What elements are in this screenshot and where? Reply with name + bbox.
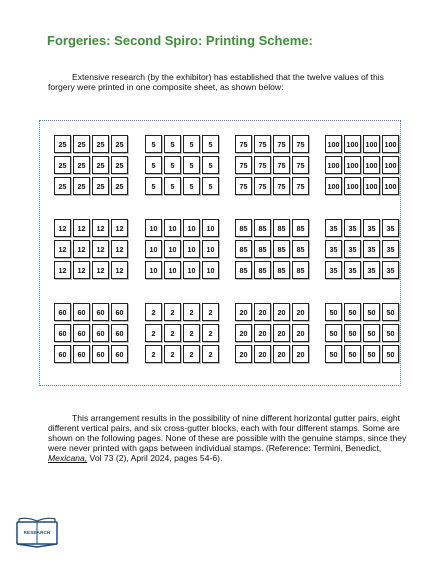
stamp: 60 [111,345,128,363]
stamp-block [54,219,128,279]
stamp: 100 [382,177,399,195]
stamp: 25 [54,156,71,174]
stamp: 25 [111,135,128,153]
stamp: 2 [202,303,219,321]
stamp: 50 [325,345,342,363]
stamp: 5 [183,156,200,174]
stamp: 100 [382,156,399,174]
stamp: 100 [363,135,380,153]
stamp: 85 [273,240,290,258]
stamp: 12 [111,240,128,258]
stamp: 10 [145,261,162,279]
stamp: 35 [325,219,342,237]
stamp: 2 [202,345,219,363]
stamp-block [325,135,399,195]
stamp: 2 [145,345,162,363]
stamp: 100 [363,177,380,195]
stamp: 85 [235,261,252,279]
stamp: 20 [273,303,290,321]
stamp: 85 [273,261,290,279]
stamp-block [145,135,219,195]
stamp-block [145,219,219,279]
stamp: 50 [325,324,342,342]
stamp: 2 [164,303,181,321]
stamp: 85 [292,261,309,279]
stamp: 35 [325,261,342,279]
stamp: 20 [273,345,290,363]
stamp: 100 [344,135,361,153]
stamp: 60 [92,345,109,363]
stamp: 5 [164,156,181,174]
stamp: 10 [183,261,200,279]
stamp: 20 [235,345,252,363]
stamp: 75 [254,135,271,153]
stamp: 10 [164,261,181,279]
stamp: 12 [92,219,109,237]
stamp: 50 [363,303,380,321]
stamp: 85 [273,219,290,237]
stamp: 20 [292,324,309,342]
stamp: 60 [92,303,109,321]
stamp: 35 [344,219,361,237]
stamp: 100 [382,135,399,153]
conclusion-paragraph [48,413,414,463]
stamp: 50 [382,303,399,321]
stamp: 25 [73,135,90,153]
stamp: 25 [111,156,128,174]
page-title: Forgeries: Second Spiro: Printing Scheme: [47,33,313,48]
stamp: 2 [145,303,162,321]
stamp-block [235,219,309,279]
stamp: 10 [183,240,200,258]
stamp: 85 [254,261,271,279]
research-badge [16,516,58,549]
stamp-block [235,135,309,195]
stamp-block [145,303,219,363]
stamp: 2 [164,345,181,363]
stamp: 10 [145,240,162,258]
stamp: 35 [344,240,361,258]
stamp: 2 [183,303,200,321]
stamp: 50 [382,345,399,363]
stamp: 75 [292,156,309,174]
stamp: 10 [183,219,200,237]
stamp: 5 [164,177,181,195]
stamp: 10 [164,240,181,258]
stamp: 35 [325,240,342,258]
stamp: 75 [235,135,252,153]
stamp: 20 [273,324,290,342]
stamp: 5 [145,177,162,195]
stamp: 20 [292,345,309,363]
stamp: 20 [235,324,252,342]
stamp-block [54,135,128,195]
stamp: 12 [111,261,128,279]
stamp: 75 [292,177,309,195]
stamp: 50 [363,324,380,342]
stamp-block [54,303,128,363]
stamp-block [325,219,399,279]
stamp: 2 [202,324,219,342]
stamp: 5 [183,135,200,153]
stamp: 35 [363,261,380,279]
stamp: 12 [54,240,71,258]
stamp: 50 [344,324,361,342]
stamp-block [325,303,399,363]
stamp: 25 [73,177,90,195]
stamp: 20 [292,303,309,321]
stamp: 25 [111,177,128,195]
stamp: 75 [292,135,309,153]
stamp: 85 [254,219,271,237]
stamp: 85 [292,219,309,237]
stamp: 100 [325,177,342,195]
stamp: 75 [254,177,271,195]
stamp: 25 [92,135,109,153]
intro-paragraph: Extensive research (by the exhibitor) has established that the twelve values of this forgery were printed in one composite sheet, as shown below: [48,72,384,92]
stamp: 60 [54,303,71,321]
stamp: 12 [92,261,109,279]
stamp: 25 [92,177,109,195]
stamp: 10 [145,219,162,237]
stamp: 100 [344,177,361,195]
stamp: 75 [235,156,252,174]
stamp: 100 [363,156,380,174]
stamp: 20 [235,303,252,321]
stamp: 75 [235,177,252,195]
stamp: 2 [145,324,162,342]
stamp: 75 [254,156,271,174]
stamp: 12 [111,219,128,237]
stamp: 5 [202,135,219,153]
composite-sheet [39,120,401,386]
stamp: 35 [382,219,399,237]
stamp: 5 [145,156,162,174]
stamp: 50 [325,303,342,321]
stamp: 12 [73,240,90,258]
stamp: 12 [54,219,71,237]
stamp: 2 [183,324,200,342]
stamp: 50 [382,324,399,342]
stamp: 5 [202,177,219,195]
stamp: 25 [54,135,71,153]
stamp: 5 [145,135,162,153]
stamp: 85 [235,240,252,258]
stamp: 5 [202,156,219,174]
stamp: 10 [202,240,219,258]
stamp: 85 [292,240,309,258]
stamp: 75 [273,135,290,153]
stamp: 60 [54,345,71,363]
stamp: 5 [183,177,200,195]
stamp: 100 [325,135,342,153]
reference-details: Vol 73 (2), April 2024, pages 54-6). [87,453,223,463]
stamp: 35 [363,219,380,237]
stamp: 100 [325,156,342,174]
stamp: 25 [92,156,109,174]
stamp: 60 [73,324,90,342]
stamp: 75 [273,177,290,195]
stamp: 85 [235,219,252,237]
stamp: 50 [344,303,361,321]
stamp: 12 [92,240,109,258]
stamp: 75 [273,156,290,174]
stamp: 20 [254,303,271,321]
stamp: 10 [202,261,219,279]
stamp: 12 [73,261,90,279]
stamp-block [235,303,309,363]
stamp: 12 [54,261,71,279]
stamp: 20 [254,324,271,342]
stamp: 60 [111,324,128,342]
stamp: 10 [202,219,219,237]
badge-label: RESEARCH [23,530,51,535]
journal-title: Mexicana, [48,453,88,463]
stamp: 25 [54,177,71,195]
stamp: 100 [344,156,361,174]
stamp: 2 [164,324,181,342]
stamp: 5 [164,135,181,153]
stamp: 12 [73,219,90,237]
stamp: 35 [363,240,380,258]
stamp: 25 [73,156,90,174]
stamp: 10 [164,219,181,237]
stamp: 35 [382,261,399,279]
stamp: 60 [73,303,90,321]
stamp: 35 [382,240,399,258]
stamp: 2 [183,345,200,363]
stamp: 85 [254,240,271,258]
stamp: 35 [344,261,361,279]
stamp: 60 [111,303,128,321]
stamp: 60 [92,324,109,342]
stamp: 60 [73,345,90,363]
stamp: 50 [363,345,380,363]
conclusion-text: This arrangement results in the possibility of nine different horizontal gutter pairs, eight different vertical pairs, and six cross-gutter blocks, each with four different stamps. Some are shown on the following pages. None of these are possible with the genuine stamps, since they were never printed with gaps between individual stamps. (Reference: Termini, Benedict, [48,413,407,453]
stamp: 60 [54,324,71,342]
stamp: 50 [344,345,361,363]
stamp: 20 [254,345,271,363]
